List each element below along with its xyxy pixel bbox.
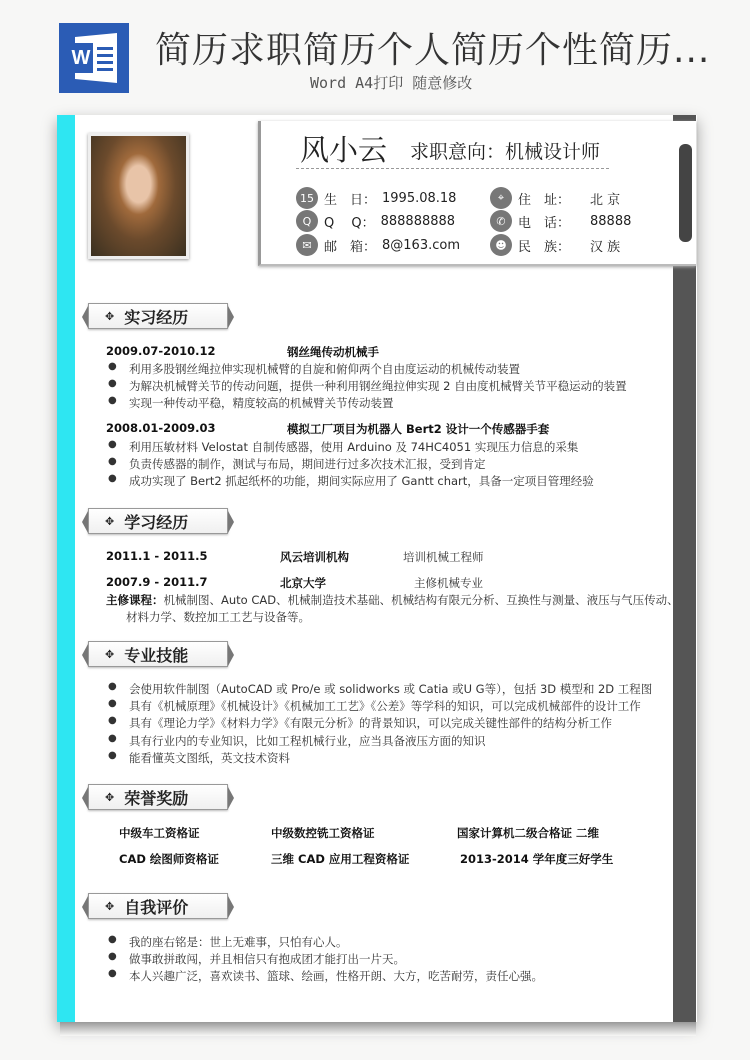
award-item: 国家计算机二级合格证 二维: [457, 826, 600, 840]
section-heading-internship: ✥ 实习经历: [88, 303, 228, 329]
job-intent: 求职意向：机械设计师: [410, 141, 601, 163]
courses-continued: 材料力学、数控加工工艺与设备等。: [126, 610, 310, 624]
award-item: 2013-2014 学年度三好学生: [460, 852, 614, 866]
profile-photo: [88, 133, 189, 259]
list-item: ● 成功实现了 Bert2 抓起纸杯的功能，期间实际应用了 Gantt chart，具备一定项目管理经验: [108, 473, 594, 489]
info-ethnicity: ☻ 民 族： 汉 族: [490, 234, 620, 256]
entry-project: 钢丝绳传动机械手: [287, 345, 379, 359]
qq-icon: Q: [296, 210, 318, 232]
entry-date: 2008.01-2009.03: [106, 421, 216, 435]
diamond-icon: ✥: [105, 309, 115, 323]
list-item: ● 本人兴趣广泛，喜欢读书、篮球、绘画，性格开朗、大方，吃苦耐劳，责任心强。: [108, 968, 543, 984]
info-birthday: 15 生 日： 1995.08.18: [296, 187, 456, 209]
list-item: ● 利用多股钢丝绳拉伸实现机械臂的自旋和俯仰两个自由度运动的机械传动装置: [108, 361, 520, 377]
courses: 主修课程：机械制图、Auto CAD、机械制造技术基础、机械结构有限元分析、互换性与测量、液压与气压传动、: [106, 593, 679, 607]
award-item: 中级数控铣工资格证: [271, 826, 375, 840]
list-item: ● 做事敢拼敢闯，并且相信只有抱成团才能打出一片天。: [108, 951, 405, 967]
calendar-icon: 15: [296, 187, 318, 209]
page-shadow: [60, 1022, 696, 1036]
list-item: ● 实现一种传动平稳，精度较高的机械臂关节传动装置: [108, 395, 394, 411]
entry-major: 培训机械工程师: [403, 550, 484, 564]
award-item: CAD 绘图师资格证: [119, 852, 219, 866]
candidate-name: 风小云: [300, 133, 388, 167]
phone-icon: ✆: [490, 210, 512, 232]
section-heading-skills: ✥ 专业技能: [88, 641, 228, 667]
award-item: 中级车工资格证: [119, 826, 200, 840]
accent-bar: [57, 115, 75, 1022]
diamond-icon: ✥: [105, 647, 115, 661]
list-item: ● 能看懂英文图纸，英文技术资料: [108, 750, 290, 766]
location-icon: ⌖: [490, 187, 512, 209]
info-qq: Q Q Q： 888888888: [296, 210, 455, 232]
list-item: ● 为解决机械臂关节的传动问题，提供一种利用钢丝绳拉伸实现 2 自由度机械臂关节平稳运动的装置: [108, 378, 627, 394]
list-item: ● 具有《理论力学》《材料力学》《有限元分析》的背景知识，可以完成关键性部件的结构分析工作: [108, 715, 612, 731]
entry-school: 风云培训机构: [280, 550, 349, 564]
section-heading-awards: ✥ 荣誉奖励: [88, 784, 228, 810]
list-item: ● 我的座右铭是：世上无难事，只怕有心人。: [108, 934, 348, 950]
mail-icon: ✉: [296, 234, 318, 256]
diamond-icon: ✥: [105, 514, 115, 528]
people-icon: ☻: [490, 234, 512, 256]
diamond-icon: ✥: [105, 899, 115, 913]
entry-major: 主修机械专业: [414, 576, 483, 590]
document-title: 简历求职简历个人简历个性简历...: [155, 30, 711, 71]
entry-date: 2011.1 - 2011.5: [106, 549, 208, 563]
document-subtitle: Word A4打印 随意修改: [310, 74, 473, 92]
list-item: ● 会使用软件制图（AutoCAD 或 Pro/e 或 solidworks 或 Catia 或U G等），包括 3D 模型和 2D 工程图: [108, 681, 652, 697]
divider: [296, 168, 609, 169]
section-heading-self-evaluation: ✥ 自我评价: [88, 893, 228, 919]
list-item: ● 具有《机械原理》《机械设计》《机械加工工艺》《公差》等学科的知识，可以完成机械部件的设计工作: [108, 698, 641, 714]
list-item: ● 具有行业内的专业知识，比如工程机械行业，应当具备液压方面的知识: [108, 733, 486, 749]
entry-date: 2007.9 - 2011.7: [106, 575, 208, 589]
award-item: 三维 CAD 应用工程资格证: [271, 852, 410, 866]
info-phone: ✆ 电 话： 88888: [490, 210, 631, 232]
info-email: ✉ 邮 箱： 8@163.com: [296, 234, 460, 256]
list-item: ● 负责传感器的制作，测试与布局，期间进行过多次技术汇报，受到肯定: [108, 456, 486, 472]
scrollbar-thumb[interactable]: [679, 144, 692, 242]
word-icon: W: [59, 23, 129, 93]
entry-date: 2009.07-2010.12: [106, 344, 216, 358]
section-heading-education: ✥ 学习经历: [88, 508, 228, 534]
info-address: ⌖ 住 址： 北 京: [490, 187, 620, 209]
diamond-icon: ✥: [105, 790, 115, 804]
entry-school: 北京大学: [280, 576, 326, 590]
entry-project: 模拟工厂项目为机器人 Bert2 设计一个传感器手套: [287, 422, 550, 436]
list-item: ● 利用压敏材料 Velostat 自制传感器，使用 Arduino 及 74HC4051 实现压力信息的采集: [108, 439, 578, 455]
